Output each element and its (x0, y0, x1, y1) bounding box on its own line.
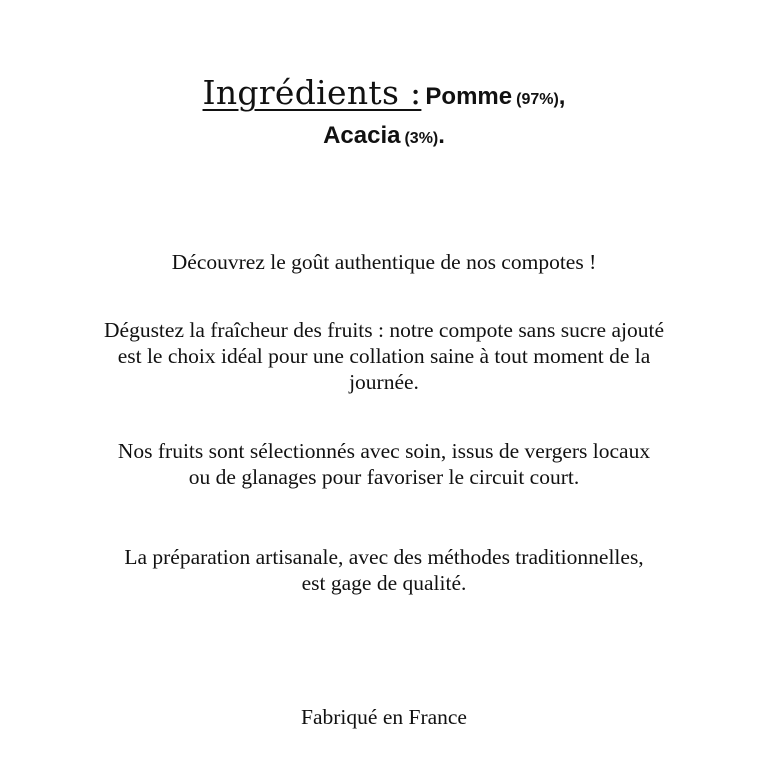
ingredient-punctuation: . (438, 122, 445, 149)
paragraph-line: Nos fruits sont sélectionnés avec soin, issus de vergers locaux (117, 439, 651, 463)
ingredients-heading-line-1 (0, 73, 768, 112)
ingredient-percent: (97%) (516, 91, 559, 108)
ingredient-percent: (3%) (404, 130, 439, 147)
ingredient-name: Acacia (323, 122, 401, 149)
intro-paragraph (30, 249, 738, 275)
paragraph-line: Découvrez le goût authentique de nos compotes ! (171, 250, 597, 274)
paragraph-line: ou de glanages pour favoriser le circuit court. (188, 465, 580, 489)
sourcing-paragraph (30, 438, 738, 490)
preparation-paragraph (30, 544, 738, 596)
ingredients-heading-line-2 (0, 122, 768, 150)
paragraph-line: La préparation artisanale, avec des méthodes traditionnelles, (124, 545, 644, 569)
paragraph-line: Dégustez la fraîcheur des fruits : notre compote sans sucre ajouté (104, 318, 664, 342)
paragraph-line: journée. (349, 370, 419, 394)
ingredient-punctuation: , (558, 83, 566, 110)
paragraph-line: est gage de qualité. (301, 571, 467, 595)
ingredient-name: Pomme (425, 83, 513, 110)
freshness-paragraph (30, 317, 738, 395)
paragraph-line: est le choix idéal pour une collation saine à tout moment de la (117, 344, 651, 368)
ingredients-label: Ingrédients : (202, 73, 422, 112)
made-in-france-footer: Fabriqué en France (301, 705, 467, 729)
